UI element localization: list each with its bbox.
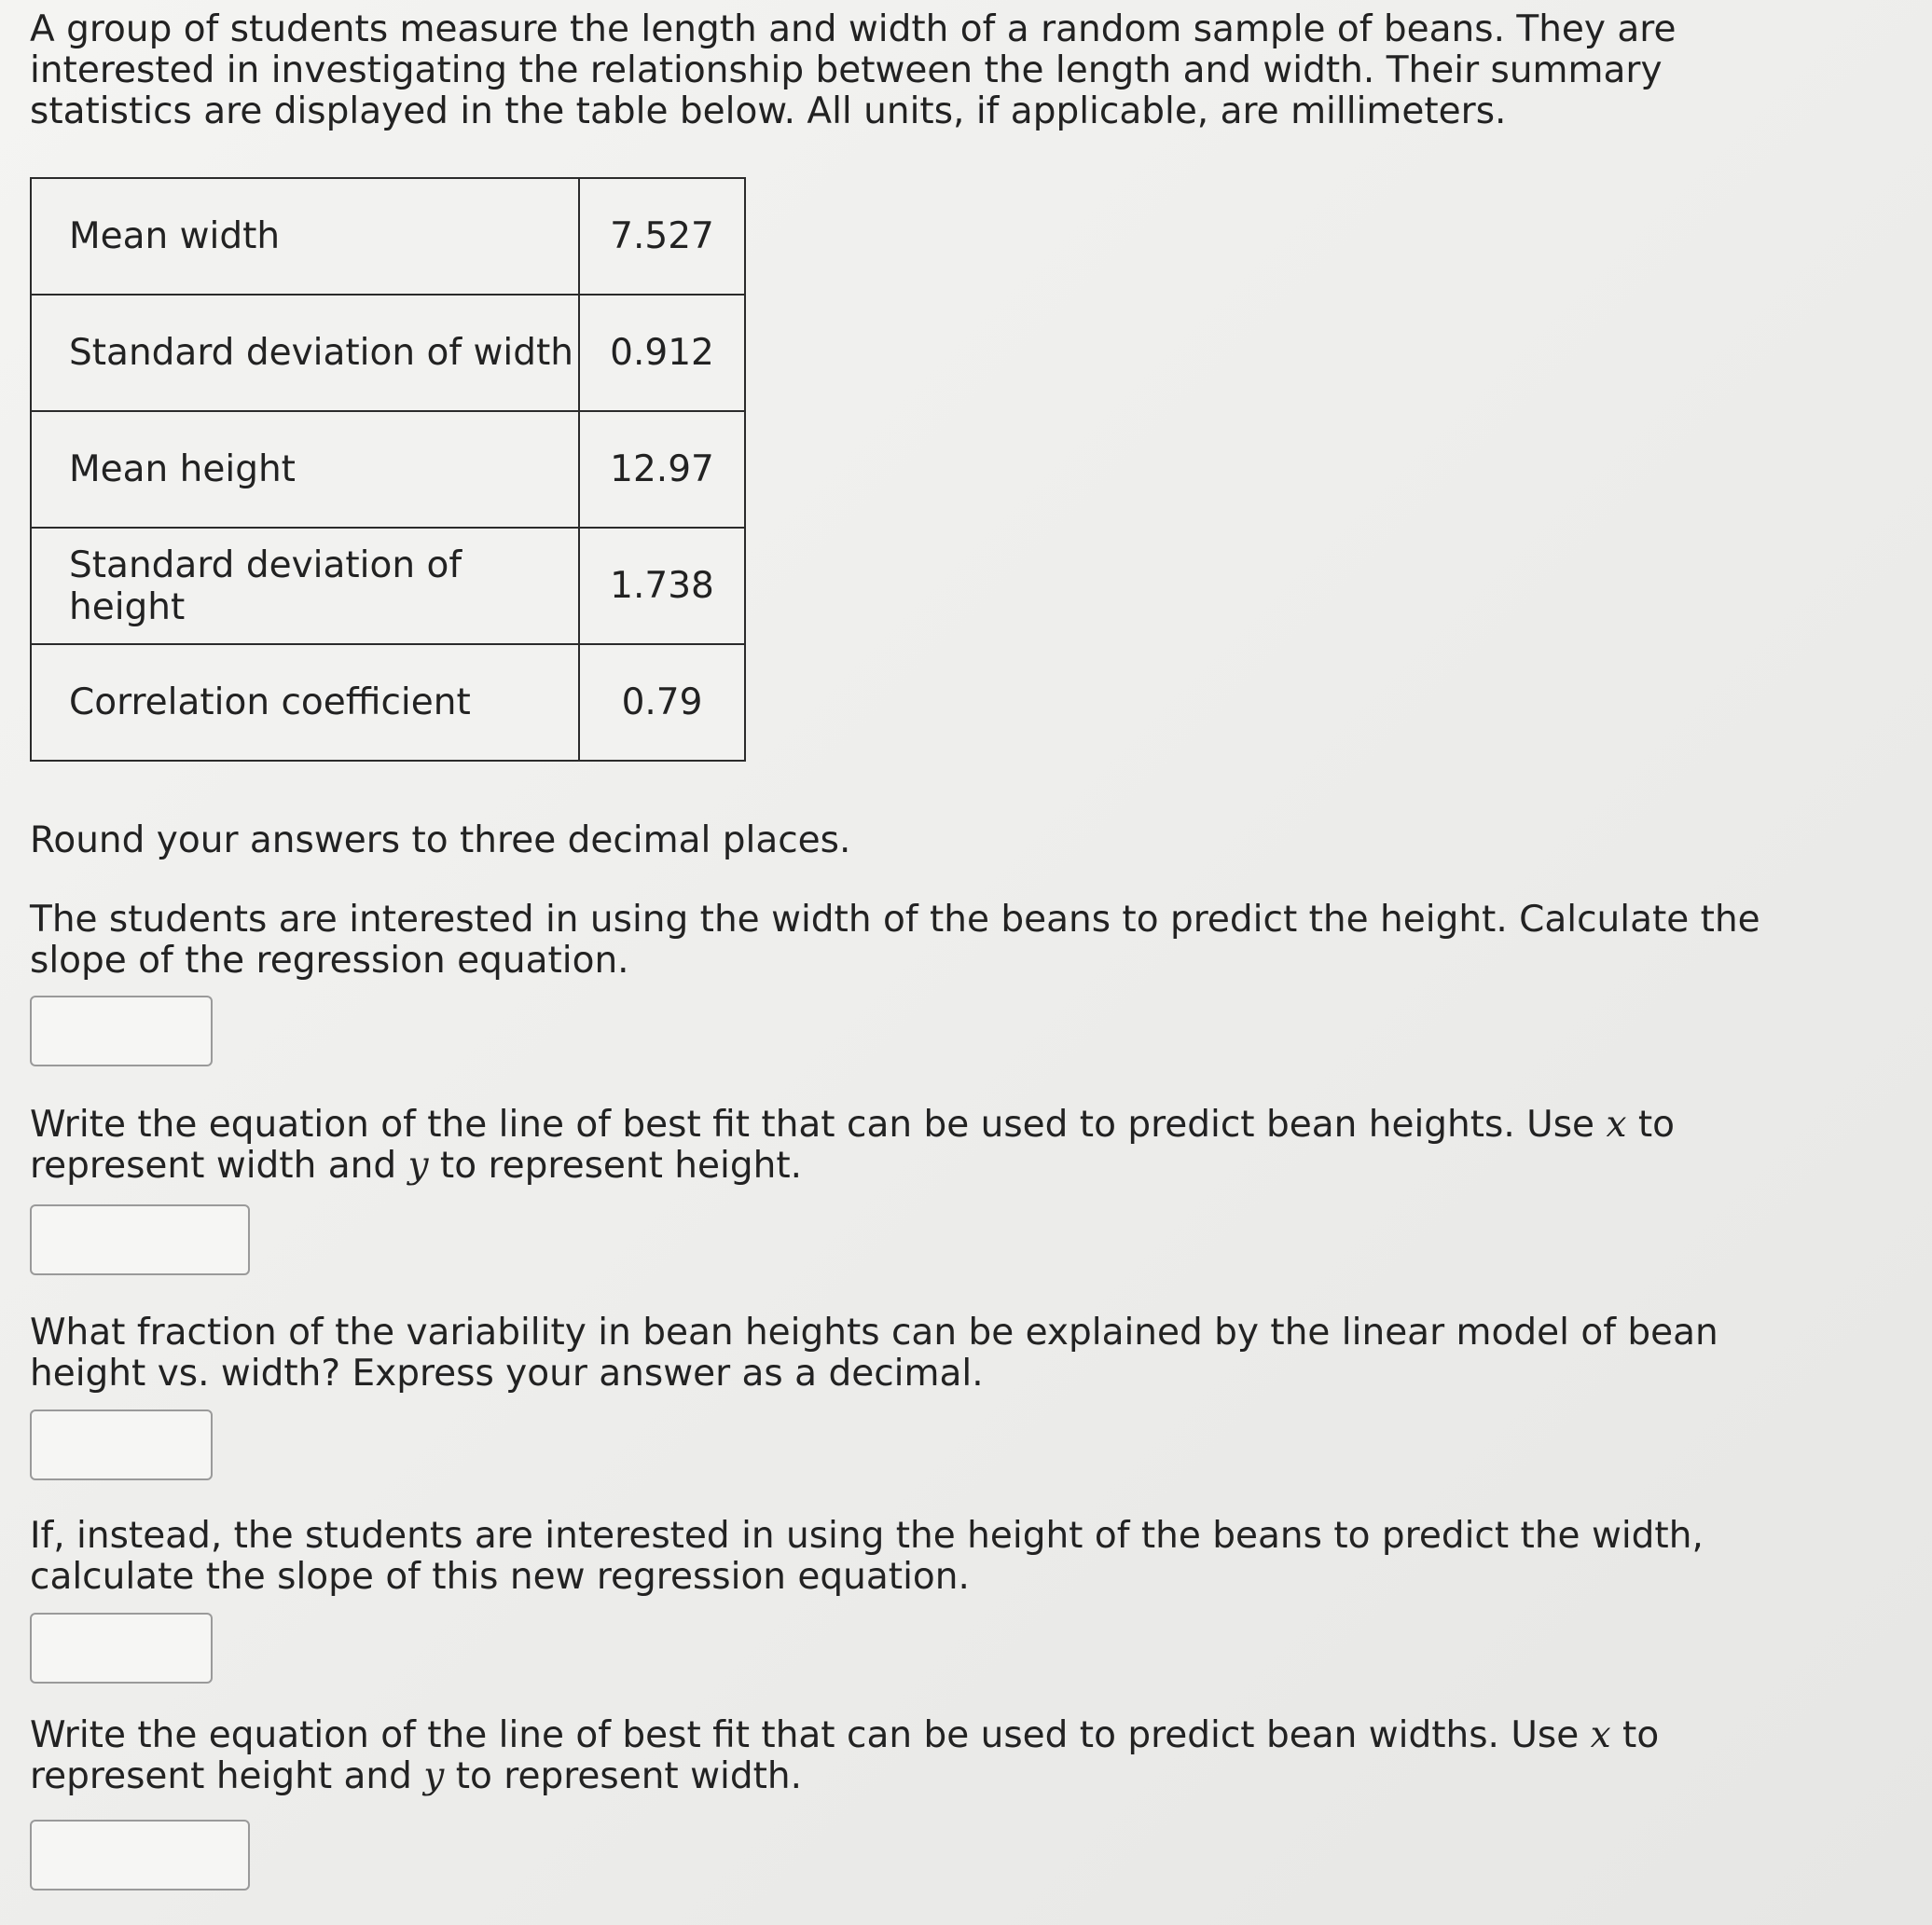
- question-equation-predict-width: Write the equation of the line of best fit that can be used to predict bean widths. Use x to represent height and y to represent width.: [30, 1714, 1660, 1797]
- table-row: [31, 411, 745, 528]
- row-label: Standard deviation of height: [31, 528, 579, 644]
- variable-y: y: [423, 1755, 445, 1797]
- table-row: [31, 644, 745, 761]
- row-value: 7.527: [579, 178, 745, 295]
- row-value: 1.738: [579, 528, 745, 644]
- summary-statistics-table: [30, 177, 746, 762]
- question-slope-height-predicts-width: If, instead, the students are interested in using the height of the beans to predict the width, calculate the slope of this new regression equation.: [30, 1515, 1704, 1598]
- answer-input-slope-width[interactable]: [30, 1613, 213, 1684]
- row-label: Mean height: [31, 411, 579, 528]
- row-label: Standard deviation of width: [31, 295, 579, 411]
- intro-text: A group of students measure the length and width of a random sample of beans. They are interested in investigating the relationship between the length and width. Their summary statistics are displayed in the table below. All units, if applicable, are millimeters.: [30, 8, 1677, 132]
- row-value: 0.79: [579, 644, 745, 761]
- answer-input-equation-height[interactable]: [30, 1204, 250, 1275]
- question-r-squared: What fraction of the variability in bean heights can be explained by the linear model of bean height vs. width? Express your answer as a decimal.: [30, 1312, 1718, 1395]
- table-row: [31, 178, 745, 295]
- question-slope-width-predicts-height: The students are interested in using the width of the beans to predict the height. Calculate the slope of the regression equation.: [30, 899, 1760, 982]
- table-row: [31, 528, 745, 644]
- table-row: [31, 295, 745, 411]
- variable-y: y: [407, 1145, 429, 1187]
- row-value: 12.97: [579, 411, 745, 528]
- problem-page: [30, 8, 1764, 1797]
- rounding-instructions: Round your answers to three decimal places.: [30, 819, 851, 861]
- row-label: Mean width: [31, 178, 579, 295]
- answer-input-equation-width[interactable]: [30, 1820, 250, 1891]
- question-equation-predict-height: Write the equation of the line of best fit that can be used to predict bean heights. Use x to represent width and y to represent height.: [30, 1104, 1675, 1187]
- row-label: Correlation coefficient: [31, 644, 579, 761]
- variable-x: x: [1606, 1104, 1627, 1146]
- row-value: 0.912: [579, 295, 745, 411]
- answer-input-slope-height[interactable]: [30, 996, 213, 1066]
- variable-x: x: [1590, 1714, 1611, 1756]
- answer-input-r-squared[interactable]: [30, 1409, 213, 1480]
